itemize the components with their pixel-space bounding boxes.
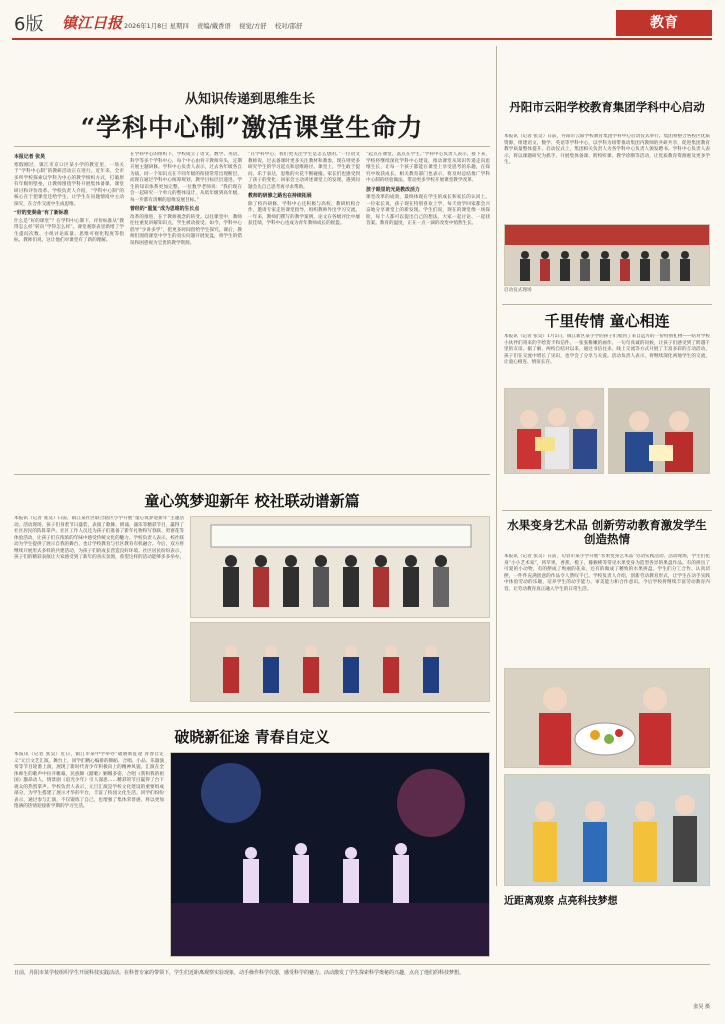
children-cards-image (505, 389, 604, 474)
lead-rule (14, 146, 490, 147)
children-letters-image (609, 389, 710, 474)
lead-col3-text: “在学科中心，我们更关注学生是怎么想的。”一位语文教师说，过去备课时更多关注教材和教参，现在则更多研究学生的学习起点和思维路径。课堂上，学生敢于提问、乐于表达，思维的火花不断碰撞。家长们也感受到了孩子的变化：回家会主动讲述课堂上的发现，遇到问题会先自己思考再寻求帮助。 (248, 152, 360, 190)
story-b-photo-2 (608, 388, 710, 474)
story-b-headline: 千里传情 童心相连 (544, 312, 670, 330)
story-a-caption: 启动仪式现场 (504, 288, 532, 293)
lead-col4b-text: 课堂改革的成效，最终体现在学生的成长和家长的认同上。一位家长说，孩子现在特别喜欢上学，每天放学回家都会兴奋地分享课堂上的新发现。学生们说，现在的课堂像一场探险，每个人都可以提出自己的想法，大家一起讨论、一起找答案。教育的温度，正在一点一滴的改变中悄然生长。 (366, 195, 490, 226)
page-number: 6版 (14, 14, 44, 35)
newspaper-name: 镇江日报 (62, 14, 123, 32)
issue-date: 2026年1月8日 星期四 (124, 22, 189, 30)
story-d-headline: 破晓新征途 青春自定义 (174, 728, 330, 746)
children-performance-image (191, 623, 490, 702)
story-c-rule (14, 474, 490, 475)
story-c-photo (190, 516, 490, 618)
story-e-caption: 近距离观察 点亮科技梦想 (504, 896, 618, 907)
footer-credit: 张昊 摄 (693, 1004, 710, 1010)
column-divider (496, 46, 497, 886)
story-a-photo (504, 224, 710, 286)
header-rule (12, 38, 712, 40)
editor-credit: 责编/戴香语 (196, 22, 231, 30)
issue-meta (124, 21, 308, 30)
story-e-photo (504, 668, 710, 768)
section-tab[interactable]: 教育 (616, 10, 712, 36)
lead-col1-text: 寒假刚过，镇江市京口区某小学的教室里，一场关于“学科中心制”的教研活动正在进行。近年来，全市多所学校探索以学科为中心的教学组织方式，打破原有年级组壁垒，让教师围绕学科开展集体备课、课堂研讨和评价改革。学校负责人介绍，“学科中心制”的核心在于把课堂还给学生，让学生在问题情境中主动探究，在合作交流中生成思维。 (14, 162, 124, 207)
lead-byline: 本报记者 张昊 (14, 154, 46, 160)
proof-credit: 校对/邵舒 (274, 22, 303, 30)
story-c-photo-2 (190, 622, 490, 702)
group-photo-image (505, 225, 710, 286)
story-e-text: 本报讯（记者 张昊）日前，句容市某小学开展“水果变身艺术品”劳动实践活动。活动现场，学生们化身“小小艺术家”，将苹果、香蕉、橙子、猕猴桃等常见水果变身为造型各异的果盘作品。有的拼出了可爱的小动物，有的摆成了绚丽的花朵，还有的做成了精致的水果拼盘。学生们分工合作、认真切摆，一件件充满创意的作品令人赞叹不已。学校负责人介绍，创新劳动教育形式，让学生在动手实践中体验劳动的乐趣，培养学生的动手能力、审美能力和合作意识。今后学校将继续丰富劳动教育内容，让劳动教育真正融入学生的日常生活。 (504, 554, 710, 592)
story-e-headline: 水果变身艺术品 创新劳动教育激发学生创造热情 (507, 518, 707, 546)
story-b-text: 本报讯（记者 张昊）1月5日，镇江新区某小学的孩子们收到了来自远方的一份特别礼物——结对学校小伙伴们寄来的手绘贺卡和信件。一张张稚嫩的画作、一句句真诚的问候，让孩子们感受到了跨越千里的友谊。据了解，两校自结对以来，通过书信往来、线上交流等方式开展了丰富多彩的互动活动，孩子们在交流中增长了见识，也学会了分享与关爱。活动负责人表示，将继续深化两地学生的交流，让童心相连、情谊长存。 (504, 334, 710, 365)
lead-col3b-text: 除了校内研修，学科中心还积极与高校、教研机构合作，邀请专家走进课堂指导，组织教师外出学习交流。一年来，教师们撰写的教学案例、论文在各级评比中屡获佳绩，学科中心也成为青年教师成长的摇篮。 (248, 201, 360, 226)
lead-sub-4: 孩子眼里的光是教改活力 (366, 186, 420, 193)
story-d-photo (170, 752, 490, 957)
lead-headline: “学科中心制”激活课堂生命力 (80, 113, 424, 142)
lead-col-3 (248, 152, 360, 467)
story-a-headline: 丹阳市云阳学校教育集团学科中心启动 (509, 100, 705, 114)
art-credit: 视觉/方舒 (238, 22, 267, 30)
lead-col-4 (366, 152, 490, 467)
story-d-rule (14, 712, 490, 713)
lead-col-2 (130, 152, 242, 467)
lead-col4-text: “起点在课堂，落点在学生。”学科中心负责人表示，接下来，学校将继续深化学科中心建设，推动课堂从知识传递走向思维生长，让每一个孩子都能在课堂上享受思考的乐趣，在探究中收获成长。相关教育部门也表示，将及时总结推广学科中心制的经验做法，带动更多学校开展课堂教学改革。 (366, 152, 490, 183)
lead-col2-text: 在学科中心的组织下，学校成立了语文、数学、英语、科学等多个学科中心，每个中心由骨干教师牵头，定期开展主题研修。学科中心负责人表示，过去各年级各自为战，同一个知识点在不同年级的衔接常常出现断层，而现在通过学科中心统筹规划，教学目标层层递进，学生的知识体系更加完整。一位数学老师说：“我们现在会一起研究一个单元的整体设计，从低年级到高年级，每一步都有清晰的思维发展目标。” (130, 152, 242, 203)
page-header (12, 10, 712, 40)
lead-col1b-text: 什么是“好的课堂”？在学科中心制下，评价标准从“教得怎么样”转向“学得怎么样”。课堂观察表里新增了学生提问次数、小组讨论质量、思维可视化程度等指标，教师们说，这让他们对课堂有了新的理解。 (14, 218, 124, 243)
lead-col2b-text: 改革的推进，在于教师观念的转变。以往课堂中，教师往往重复讲解知识点，学生被动接受。如今，学科中心倡导“少讲多学”，把更多时间留给学生探究。课后，教师们围绕课堂中学生的真实问题开展复盘，将学生的错误和困惑视为宝贵的教学资源。 (130, 214, 242, 246)
stage-performance-image (171, 753, 490, 957)
story-d-text: 本报讯（记者 张昊）近日，镇江市某中学举办“破晓新征途 青春自定义”元旦文艺汇演。舞台上，同学们精心编排的舞蹈、合唱、小品、乐器演奏等节目轮番上演，展现了新时代青少年积极向上的精神风貌。汇演在全体师生的歌声中拉开帷幕，民族舞《踏歌》婀娜多姿，合唱《我和我的祖国》激昂动人，情景剧《追光少年》引人深思……精彩的节目赢得了台下观众的热烈掌声。学校负责人表示，元旦汇演是学校文化建设的重要组成部分，为学生搭建了展示才华的平台，丰富了校园文化生活。同学们纷纷表示，通过参与汇演，不仅锻炼了自己，也增强了集体荣誉感，将以更加饱满的热情迎接新学期的学习生活。 (14, 752, 164, 809)
fruit-art-image (505, 669, 710, 768)
lead-kicker: 从知识传递到思维生长 (184, 92, 315, 107)
story-e-photo-2 (504, 774, 710, 886)
lead-sub-1: “好的变奏曲”有了新标准 (14, 210, 69, 216)
lead-sub-3: 教师的研修之路也在持续拓展 (248, 193, 312, 199)
story-b-rule (502, 304, 712, 305)
footer-rule (14, 964, 710, 965)
story-e-rule (502, 510, 712, 511)
story-c-headline: 童心筑梦迎新年 校社联动谱新篇 (144, 492, 360, 510)
story-b-photo-1 (504, 388, 604, 474)
story-a-text: 本报讯（记者 张昊）日前，丹阳市云阳学校教育集团学科中心启动仪式举行。集团将整合各校区优质资源，组建语文、数学、英语等学科中心，以学科为纽带推动集团内教师的共研共享，促进集团教育教学质量整体提升。启动仪式上，集团相关负责人为各学科中心负责人颁发聘书。学科中心负责人表示，将以课题研究为抓手，开展集体备课、跨校听课、教学诊断等活动，让优质教育资源惠及更多学生。 (504, 134, 710, 165)
new-year-event-image (191, 517, 490, 618)
lead-col-1 (14, 152, 124, 467)
science-observation-image (505, 775, 710, 886)
footer-note: 日前，丹阳市某学校组织学生开展科技实践活动。在科普专家的带领下，学生们近距离观察实验现象，动手操作科学仪器，感受科学的魅力。活动激发了学生探索科学奥秘的兴趣，点亮了他们的科技梦想。 (14, 970, 465, 976)
lead-sub-2: 曾经的“重复”成为思维的生长点 (130, 206, 200, 212)
story-c-text: 本报讯（记者 张昊）日前，镇江某社区联合辖区小学开展“童心筑梦迎新年”主题活动。活动现场，孩子们身着节日盛装，表演了歌舞、朗诵、器乐等精彩节目，赢得了社区居民的阵阵掌声。社区工作人员还为孩子们准备了新年礼物和写春联、剪窗花等体验活动，让孩子们在浓浓的年味中感受传统文化的魅力。学校负责人表示，校社联动为学生提供了展示自我的舞台，也让学校教育与社区教育有机融合。今后，双方将继续开展形式多样的共建活动，为孩子们的成长营造良好环境。社区居民纷纷表示，孩子们的精彩表演让大家感受到了新年的喜庆氛围，希望这样的活动能够多多举办。 (14, 516, 184, 560)
